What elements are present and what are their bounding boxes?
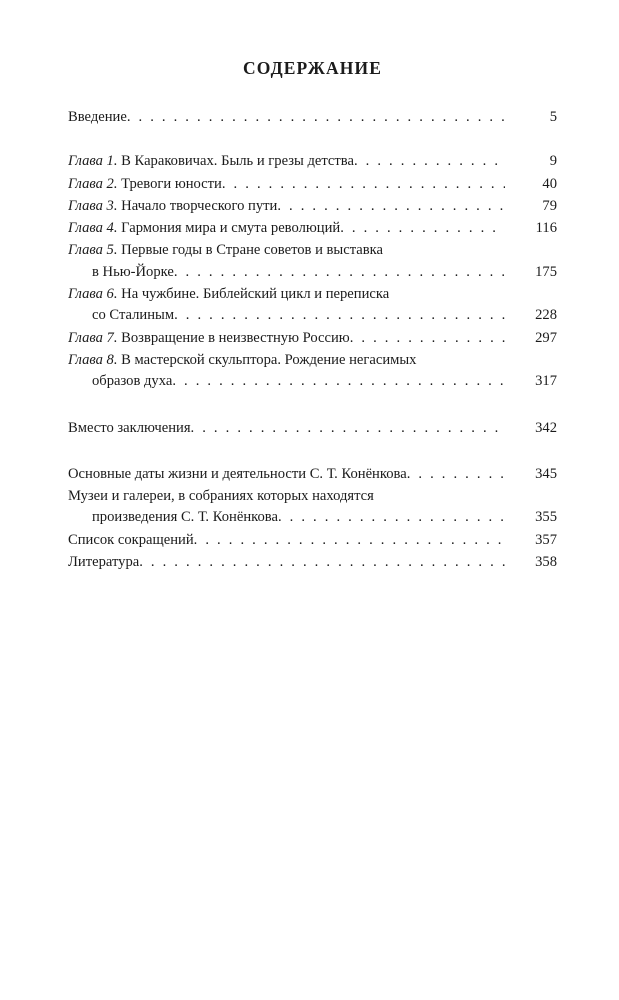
toc-entry-label [68,151,505,172]
toc-entry-label [68,486,505,529]
toc-entry-line [68,552,505,573]
toc-entry-line-continued [68,507,505,528]
toc-page-number: 9 [549,153,557,170]
toc-page-number: 342 [535,419,557,436]
toc-entry[interactable] [68,174,557,195]
toc-entry-text: Первые годы в Стране советов и выставка [117,242,383,259]
toc-entry-chapter: Глава 1. [68,153,118,170]
dot-leader [340,218,505,239]
toc-page-number: 317 [535,373,557,390]
toc-entry[interactable] [68,486,557,529]
toc-entry-label [68,240,505,283]
dot-leader [278,507,505,528]
toc-entry-label [68,530,505,551]
dot-leader [194,530,505,551]
dot-leader [407,464,505,485]
toc-entry-label [68,218,505,239]
spacer [68,440,557,464]
toc-entry-text: Основные даты жизни и деятельности С. Т. Конёнкова [68,465,407,482]
toc-entry-line [68,464,505,485]
toc-group-appendix [68,464,557,573]
toc-entry-text: Введение [68,109,127,125]
toc-page-number: 5 [549,109,557,125]
toc-entry[interactable] [68,196,557,217]
toc-entry-text: Список сокращений [68,531,194,548]
toc-entry[interactable] [68,107,557,128]
toc-entry-text: Тревоги юности [117,175,222,192]
toc-entry[interactable] [68,284,557,327]
toc-entry-text-continued: образов духа [92,373,173,390]
toc-entry[interactable] [68,218,557,239]
toc-entry-label [68,328,505,349]
toc-entry-chapter: Глава 6. [68,286,118,303]
toc-page-number: 175 [535,263,557,280]
toc-entry-line [68,350,505,371]
toc-entry-chapter: Глава 4. [68,220,118,237]
toc-group-intro [68,107,557,128]
toc-entry[interactable] [68,350,557,393]
page-title: СОДЕРЖАНИЕ [242,58,382,78]
toc-entry-line [68,218,505,239]
toc-entry-text: Гармония мира и смута революций [117,220,341,237]
toc-entry[interactable] [68,151,557,172]
toc-entry[interactable] [68,530,557,551]
toc-page-number: 116 [535,220,557,237]
dot-leader [354,151,505,172]
dot-leader [127,107,505,128]
toc-entry-line [68,174,505,195]
toc-entry[interactable] [68,552,557,573]
toc-entry-label [68,464,505,485]
toc-entry-line [68,418,505,439]
toc-entry-line [68,328,505,349]
toc-entry-chapter: Глава 7. [68,329,118,346]
toc-entry-label [68,196,505,217]
toc-entry-line-continued [68,305,505,326]
toc-entry-text: Начало творческого пути [117,197,278,214]
toc-entry-label [68,418,505,439]
dot-leader [191,418,505,439]
toc-page-number: 357 [535,531,557,548]
toc-entry-label [68,552,505,573]
toc-entry-line [68,486,505,507]
toc-page-number: 228 [535,307,557,324]
toc-entry-text: Музеи и галереи, в собраниях которых находятся [68,488,374,505]
toc-entry-line-continued [68,371,505,392]
toc-entry-line [68,151,505,172]
toc-entry-label [68,174,505,195]
dot-leader [222,174,505,195]
toc-page-number: 345 [535,465,557,482]
toc-entry-text: В Караковичах. Быль и грезы детства [117,153,354,170]
toc-entry-text-continued: произведения С. Т. Конёнкова [92,509,278,526]
toc-page-number: 79 [542,197,557,214]
toc-entry-line [68,107,505,128]
toc-entry-chapter: Глава 2. [68,175,118,192]
toc-page-number: 40 [542,175,557,192]
toc-entry-chapter: Глава 5. [68,242,118,259]
toc-page-number: 297 [535,329,557,346]
dot-leader [277,196,505,217]
toc-page-number: 355 [535,509,557,526]
toc-entry-text: Возвращение в неизвестную Россию [117,329,350,346]
spacer [68,394,557,418]
toc-entry-label [68,107,505,128]
toc-entry-chapter: Глава 3. [68,197,118,214]
toc-entry[interactable] [68,240,557,283]
spacer [68,129,557,151]
toc-entry-label [68,350,505,393]
toc-entry-line [68,196,505,217]
dot-leader [174,262,505,283]
dot-leader [174,305,505,326]
toc-entry-label [68,284,505,327]
dot-leader [172,371,505,392]
toc-entry-text-continued: со Сталиным [92,307,175,324]
toc-entry[interactable] [68,418,557,439]
toc-entry-text: Литература [68,554,140,571]
toc-group-chapters [68,151,557,392]
toc-entry[interactable] [68,464,557,485]
toc-entry-line-continued [68,262,505,283]
dot-leader [350,328,505,349]
toc-group-conclusion [68,418,557,439]
toc-entry-text: Вместо заключения [68,419,191,436]
toc-entry-text-continued: в Нью-Йорке [92,263,174,280]
toc-entry-text: В мастерской скульптора. Рождение негасимых [117,351,417,368]
toc-entry-chapter: Глава 8. [68,351,118,368]
toc-entry-line [68,530,505,551]
toc-entry[interactable] [68,328,557,349]
toc-entry-line [68,284,505,305]
dot-leader [139,552,505,573]
toc-page-number: 358 [535,554,557,571]
toc-entry-line [68,240,505,261]
toc-entry-text: На чужбине. Библейский цикл и переписка [117,286,390,303]
